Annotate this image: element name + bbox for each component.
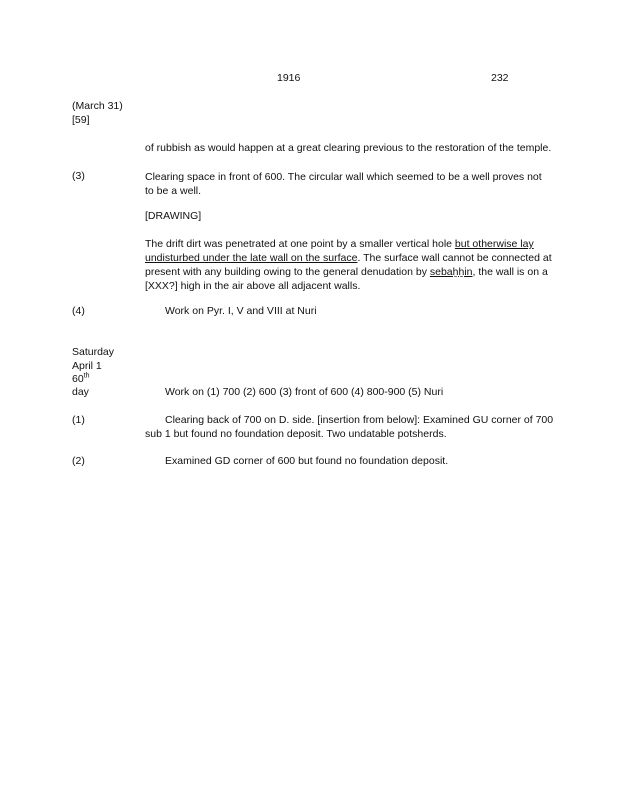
drift-underlined-1: but otherwise lay undisturbed under the late wall on the surface [145,238,534,264]
entry-1-line2: sub 1 but found no foundation deposit. Two undatable potsherds. [145,428,447,440]
entry-4-text: Work on Pyr. I, V and VIII at Nuri [165,305,317,317]
day-weekday: Saturday [72,346,115,358]
entry-1-line1: Clearing back of 700 on D. side. [insertion from below]: Examined GU corner of 700 [165,414,554,426]
drift-text-c: , the wall is on a [XXX?] high in the air above all adjacent walls. [145,266,548,292]
entry-2-text: Examined GD corner of 600 but found no foundation deposit. [165,455,449,467]
day-number-suffix: th [83,372,90,380]
entry-4-label: (4) [72,305,85,317]
margin-ref: [59] [72,114,90,126]
drift-text-a: The drift dirt was penetrated at one point by a smaller vertical hole [145,238,455,250]
drift-text-b: . The surface wall cannot be connected at present with any building owing to the general denudation by [145,252,552,278]
continuation-text: of rubbish as would happen at a great clearing previous to the restoration of the temple. [145,142,552,154]
page-number: 232 [491,72,509,84]
day-word: day [72,386,89,398]
day-date: April 1 [72,360,102,372]
day-number [72,373,90,386]
drift-underlined-2: sebaẖẖin [429,266,473,278]
entry-1-label: (1) [72,414,85,426]
drift-paragraph [145,237,555,293]
drawing-placeholder: [DRAWING] [145,210,202,222]
entry-3-label: (3) [72,170,85,182]
margin-date: (March 31) [72,100,123,112]
day-number-value: 60 [72,373,84,385]
year-header: 1916 [277,72,301,84]
entry-3-text: Clearing space in front of 600. The circular wall which seemed to be a well proves not to be a well. [145,171,542,197]
entry-2-label: (2) [72,455,85,467]
day-work-summary: Work on (1) 700 (2) 600 (3) front of 600 (4) 800-900 (5) Nuri [165,386,444,398]
